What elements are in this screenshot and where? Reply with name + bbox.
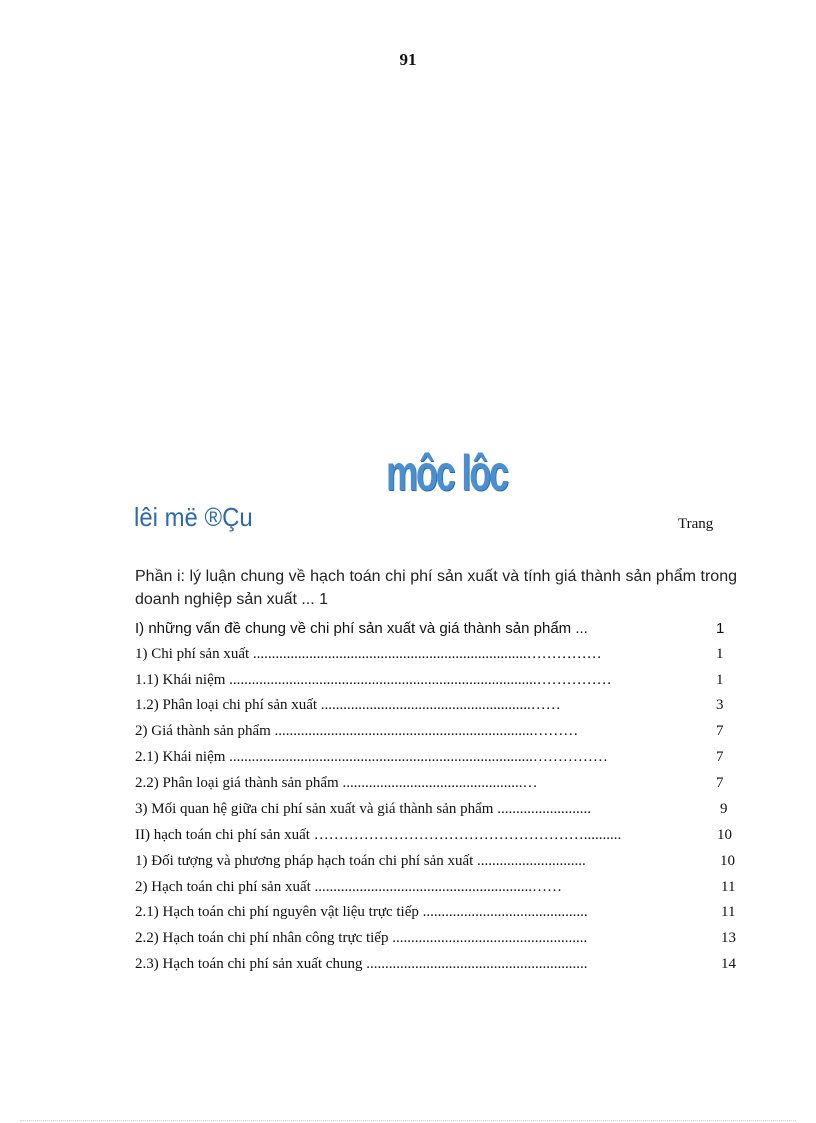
- toc-entry-text: I) những vấn đề chung về chi phí sản xuất và giá thành sản phẩm ...: [135, 620, 588, 637]
- toc-entry-page: 13: [721, 930, 736, 946]
- part-one-heading: Phần i: lý luận chung về hạch toán chi phí sản xuất và tính giá thành sản phẩm trong doanh nghiệp sản xuất ... 1: [135, 568, 737, 608]
- toc-entry: [135, 772, 724, 794]
- page-number: 91: [399, 50, 417, 69]
- toc-entry-page: 3: [716, 697, 724, 713]
- toc-entry-text: 2.3) Hạch toán chi phí sản xuất chung ...........................................................: [135, 956, 588, 972]
- toc-entry: [135, 669, 724, 691]
- toc-entry-page: 14: [721, 956, 736, 972]
- toc-entry: [135, 953, 736, 975]
- toc-entry: [135, 694, 724, 716]
- toc-entry: [135, 643, 724, 665]
- toc-entry-page: 1: [716, 672, 724, 688]
- toc-entry-page: 1: [716, 646, 724, 662]
- toc-entry: [135, 901, 736, 923]
- toc-entry-page: 10: [717, 827, 732, 843]
- toc-entry-text: 2.2) Phân loại giá thành sản phẩm ................................................…: [135, 775, 538, 791]
- toc-entry-page: 7: [716, 723, 724, 739]
- intro-heading: lêi më ®Çu: [134, 502, 253, 532]
- toc-title: môc lôc: [386, 445, 507, 501]
- toc-entry-text: 2) Hạch toán chi phí sản xuất ..........................................................……: [135, 879, 563, 895]
- toc-entry-text: 2.2) Hạch toán chi phí nhân công trực tiếp ....................................................: [135, 930, 588, 946]
- toc-entry-page: 7: [716, 749, 724, 765]
- toc-entry-text: 2.1) Khái niệm .................................................................................……………: [135, 749, 608, 765]
- toc-entry: [135, 720, 724, 742]
- toc-entry: [135, 746, 724, 768]
- toc-entry: [135, 927, 736, 949]
- toc-entry-page: 11: [721, 879, 736, 895]
- toc-entry-page: 1: [716, 620, 725, 637]
- page-bottom-rule: [20, 1120, 796, 1121]
- toc-entry-text: 1) Chi phí sản xuất .........................................................................……………: [135, 646, 602, 662]
- toc-entry-text: 2) Giá thành sản phẩm .....................................................................………: [135, 723, 579, 739]
- toc-entry: [135, 850, 735, 872]
- toc-entry-text: II) hạch toán chi phí sản xuất ………………………………………………..........: [135, 827, 622, 843]
- toc-entry-text: 1.2) Phân loại chi phí sản xuất ........................................................……: [135, 697, 561, 713]
- toc-entry-page: 11: [721, 904, 736, 920]
- toc-entry-text: 1.1) Khái niệm ..................................................................................……………: [135, 672, 612, 688]
- toc-entry: [135, 798, 728, 820]
- toc-entry-text: 3) Mối quan hệ giữa chi phí sản xuất và giá thành sản phẩm .........................: [135, 801, 591, 817]
- toc-entry: [135, 824, 732, 846]
- toc-entry-page: 9: [720, 801, 728, 817]
- toc-entry-text: 2.1) Hạch toán chi phí nguyên vật liệu trực tiếp ............................................: [135, 904, 588, 920]
- toc-entry-text: 1) Đối tượng và phương pháp hạch toán chi phí sản xuất .............................: [135, 853, 586, 869]
- toc-entry: [135, 618, 725, 640]
- toc-entry-page: 7: [716, 775, 724, 791]
- page-column-label: Trang: [678, 516, 714, 532]
- toc-entry-page: 10: [720, 853, 735, 869]
- toc-entry: [135, 876, 736, 898]
